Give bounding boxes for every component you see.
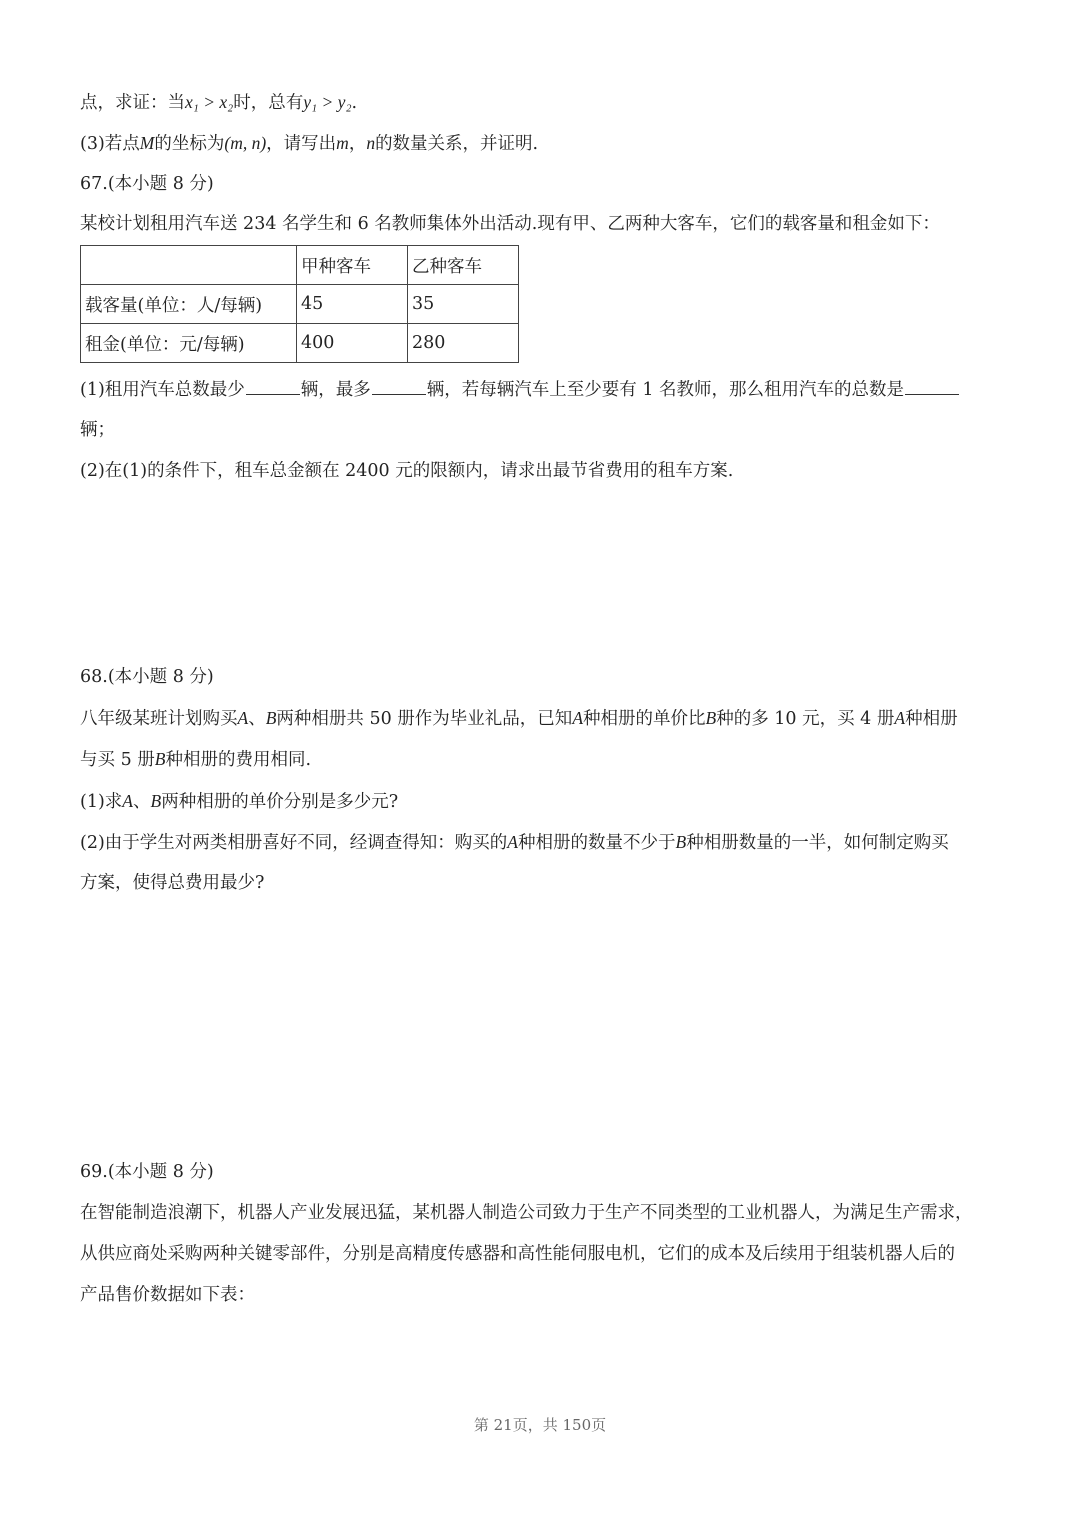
table-header-cell: 甲种客车 — [297, 246, 408, 285]
answer-blank[interactable] — [246, 377, 300, 395]
math-var: A — [507, 832, 518, 852]
math-var: A — [122, 791, 133, 811]
question-67-part-1 — [80, 377, 960, 402]
text: 的数量关系，并证明. — [375, 134, 539, 154]
table-header-row — [81, 246, 519, 285]
text: 的坐标为 — [154, 134, 225, 154]
text: 两种相册共 50 册作为毕业礼品，已知 — [276, 709, 573, 729]
table-row — [81, 285, 519, 324]
answer-blank[interactable] — [905, 377, 959, 395]
question-68-part-2 — [80, 830, 949, 855]
text: (1)求 — [80, 792, 123, 812]
math-var: A — [894, 708, 906, 728]
math-var: A — [237, 708, 249, 728]
continuation-line-1 — [80, 90, 357, 115]
text: 时，总有 — [233, 93, 304, 113]
text: 八年级某班计划购买 — [80, 709, 238, 729]
math-inequality-y: y₁ > y₂ — [303, 92, 352, 112]
table-header-cell: 乙种客车 — [408, 246, 519, 285]
text: 种相册的数量不少于 — [518, 833, 676, 853]
math-coord: (m, n) — [224, 133, 267, 153]
text: 种相册 — [905, 709, 958, 729]
text: (2)由于学生对两类相册喜好不同，经调查得知：购买的 — [80, 833, 508, 853]
question-69-line-1: 在智能制造浪潮下，机器人产业发展迅猛，某机器人制造公司致力于生产不同类型的工业机器人，为满足生产需求， — [80, 1203, 973, 1223]
text: 种相册的单价比 — [583, 709, 706, 729]
table-cell: 租金(单位：元/每辆) — [81, 324, 297, 363]
question-67-header: 67.(本小题 8 分) — [80, 174, 214, 194]
table-cell: 280 — [408, 324, 519, 363]
question-67-part-1-cont: 辆； — [80, 420, 115, 440]
text: 点，求证：当 — [80, 93, 185, 113]
math-var: B — [265, 708, 277, 728]
text: . — [351, 93, 358, 113]
text: 、 — [133, 792, 151, 812]
text: 种相册的费用相同. — [165, 750, 312, 770]
math-inequality-x: x₁ > x₂ — [185, 92, 234, 112]
question-69-header: 69.(本小题 8 分) — [80, 1162, 214, 1182]
text: ，请写出 — [266, 134, 337, 154]
math-var: M — [139, 133, 155, 153]
text: 种的多 10 元，买 4 册 — [716, 709, 895, 729]
text: (3)若点 — [80, 134, 140, 154]
math-var: B — [675, 832, 687, 852]
question-68-line-1 — [80, 706, 958, 731]
question-68-part-1 — [80, 789, 398, 814]
text: 辆，若每辆汽车上至少要有 1 名教师，那么租用汽车的总数是 — [426, 380, 905, 400]
page-number-footer: 第 21页，共 150页 — [473, 1416, 607, 1434]
question-68-header: 68.(本小题 8 分) — [80, 667, 214, 687]
table-cell — [81, 246, 297, 285]
question-68-part-2-cont: 方案，使得总费用最少? — [80, 873, 265, 893]
text: 与买 5 册 — [80, 750, 155, 770]
text: 辆，最多 — [300, 380, 371, 400]
question-68-line-2 — [80, 747, 311, 772]
text: 两种相册的单价分别是多少元? — [161, 792, 399, 812]
table-cell: 35 — [408, 285, 519, 324]
math-var: B — [150, 791, 162, 811]
text: 种相册数量的一半，如何制定购买 — [686, 833, 949, 853]
math-var: A — [572, 708, 584, 728]
math-var: m — [336, 133, 349, 153]
table-row — [81, 324, 519, 363]
text: 、 — [248, 709, 266, 729]
rental-table — [80, 245, 519, 363]
table-cell: 400 — [297, 324, 408, 363]
table-cell: 载客量(单位：人/每辆) — [81, 285, 297, 324]
question-67-intro: 某校计划租用汽车送 234 名学生和 6 名教师集体外出活动.现有甲、乙两种大客车，它们的载客量和租金如下： — [80, 214, 940, 234]
table-cell: 45 — [297, 285, 408, 324]
answer-blank[interactable] — [372, 377, 426, 395]
text: (1)租用汽车总数最少 — [80, 380, 245, 400]
math-var: B — [154, 749, 166, 769]
text: ， — [348, 134, 367, 154]
math-var: n — [366, 133, 376, 153]
question-69-line-3: 产品售价数据如下表： — [80, 1285, 255, 1305]
question-part-3 — [80, 131, 538, 156]
math-var: B — [705, 708, 717, 728]
question-67-part-2: (2)在(1)的条件下，租车总金额在 2400 元的限额内，请求出最节省费用的租车方案. — [80, 461, 734, 481]
question-69-line-2: 从供应商处采购两种关键零部件，分别是高精度传感器和高性能伺服电机，它们的成本及后续用于组装机器人后的 — [80, 1244, 955, 1264]
